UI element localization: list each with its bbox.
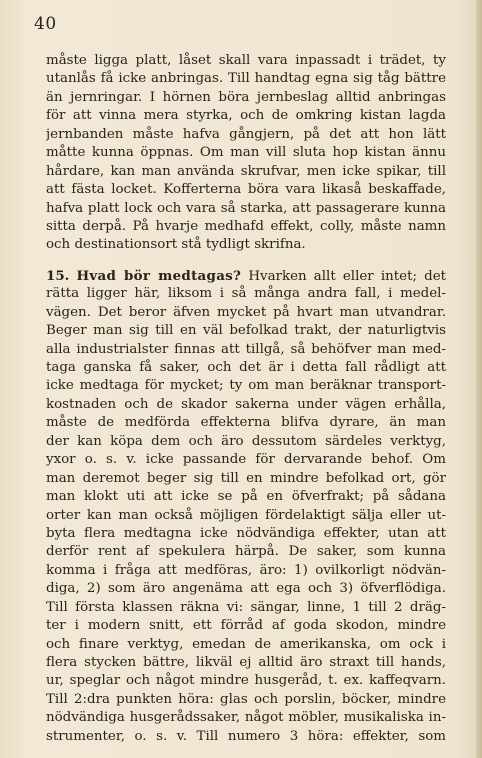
text-line: utanlås få icke anbringas. Till handtag egna sig tåg bättre: [46, 71, 446, 87]
text-line: man deremot beger sig till en mindre befolkad ort, gör: [46, 470, 446, 486]
text-line: ter i modern snitt, ett förråd af goda skodon, mindre: [46, 618, 446, 634]
section-heading: Hvad bör medtagas?: [76, 267, 242, 284]
text-line: ur, speglar och något mindre husgeråd, t. ex. kaffeqvarn.: [46, 673, 446, 689]
text-line: taga ganska få saker, och det är i detta fall rådligt att: [46, 360, 446, 375]
text-line: yxor o. s. v. icke passande för dervarande behof. Om: [46, 452, 446, 468]
paragraph-1: [46, 52, 446, 255]
text-line: diga, 2) som äro angenäma att ega och 3) öfverflödiga.: [46, 581, 446, 597]
text-line: der kan köpa dem och äro dessutom särdeles verktyg,: [46, 433, 446, 449]
text-line: måtte kunna öppnas. Om man vill sluta hop kistan ännu: [46, 145, 446, 161]
section-15: [46, 267, 446, 746]
page-edge: [476, 0, 482, 758]
text-line: sitta derpå. På hvarje medhafd effekt, colly, måste namn: [46, 218, 446, 234]
text-line: man klokt uti att icke se på en öfverfrakt; på sådana: [46, 489, 446, 505]
text-line: byta flera medtagna icke nödvändiga effekter, utan att: [46, 525, 446, 541]
text-line: Till första klassen räkna vi: sängar, linne, 1 till 2 dräg-: [46, 599, 446, 615]
text-line: hafva platt lock och vara så starka, att passagerare kunna: [46, 200, 446, 216]
section-first-line-text: Hvarken allt eller intet; det: [248, 268, 446, 284]
text-line: alla industrialster finnas att tillgå, så behöfver man med-: [46, 341, 446, 357]
text-line: nödvändiga husgerådssaker, något möbler, musikaliska in-: [46, 710, 446, 726]
section-number: 15.: [46, 267, 70, 284]
text-line: kostnaden och de skador sakerna under vägen erhålla,: [46, 396, 446, 412]
section-first-line: [46, 267, 446, 285]
text-line: att fästa locket. Kofferterna böra vara likaså beskaffade,: [46, 182, 446, 198]
text-line: hårdare, kan man använda skrufvar, men icke spikar, till: [46, 163, 446, 179]
text-line: och finare verktyg, emedan de amerikanska, om ock i: [46, 636, 446, 652]
text-line: Beger man sig till en väl befolkad trakt, der naturligtvis: [46, 323, 446, 339]
text-line: flera stycken bättre, likväl ej alltid äro straxt till hands,: [46, 655, 446, 670]
text-line: Till 2:dra punkten höra: glas och porslin, böcker, mindre: [46, 691, 446, 707]
text-line: icke medtaga för mycket; ty om man beräknar transport-: [46, 378, 446, 394]
text-line: måste ligga platt, låset skall vara inpassadt i trädet, ty: [46, 53, 446, 68]
text-line: för att vinna mera styrka, och de omkring kistan lagda: [46, 108, 446, 124]
text-line: strumenter, o. s. v. Till numero 3 höra: effekter, som: [46, 728, 446, 744]
text-line: derför rent af spekulera härpå. De saker, som kunna: [46, 544, 446, 560]
body-text: [46, 52, 446, 746]
text-line: och destinationsort stå tydligt skrifna.: [46, 237, 306, 253]
text-line: orter kan man också möjligen fördelaktigt sälja eller ut-: [46, 507, 446, 523]
page-number: 40: [34, 14, 57, 34]
text-line: komma i fråga att medföras, äro: 1) ovilkorligt nödvän-: [46, 562, 446, 578]
text-line: rätta ligger här, liksom i så många andra fall, i medel-: [46, 286, 446, 302]
text-line: måste de medförda effekterna blifva dyrare, än man: [46, 415, 446, 431]
text-line: än jernringar. I hörnen böra jernbeslag alltid anbringas: [46, 89, 446, 105]
text-line: vägen. Det beror äfven mycket på hvart man utvandrar.: [46, 304, 446, 320]
text-line: jernbanden måste hafva gångjern, på det att hon lätt: [46, 126, 446, 142]
